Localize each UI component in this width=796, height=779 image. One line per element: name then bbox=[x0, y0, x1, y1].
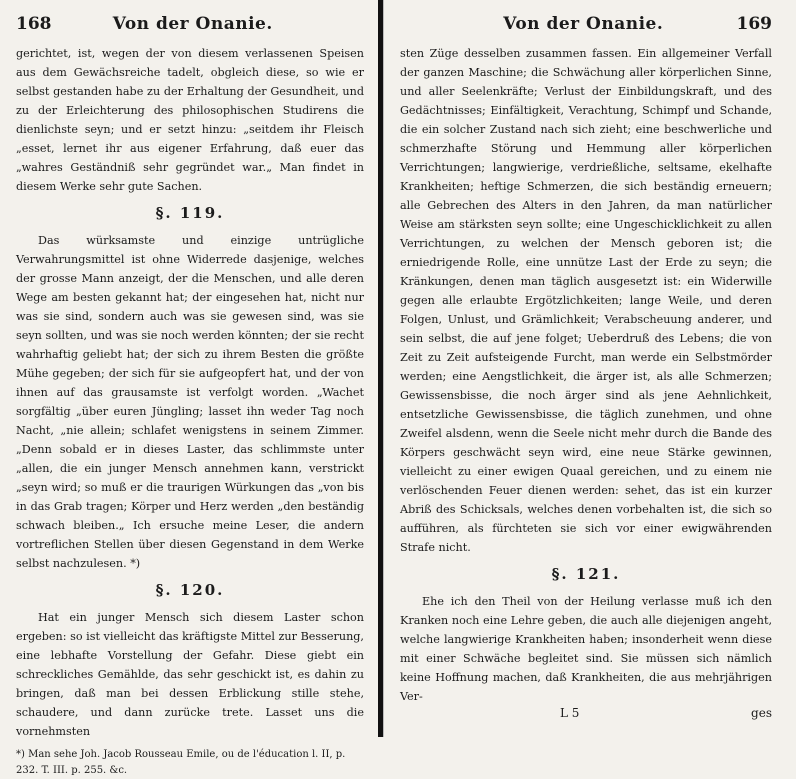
section-heading: §. 119. bbox=[155, 204, 225, 222]
left-page-header bbox=[16, 14, 364, 44]
section-heading: §. 120. bbox=[155, 581, 225, 599]
paragraph: Hat ein junger Mensch sich diesem Laster schon ergeben: so ist vielleicht das kräftigste Mittel zur Besserung, eine lebhafte Vorstellung der Gefahr. Diese giebt ein schreckliches Gemählde, das sehr geschickt ist, es dahin zu bringen, daß man bei dessen Erblickung stille stehe, schaudere, und dann zurücke trete. Lasset uns die vornehmsten bbox=[16, 611, 364, 738]
paragraph: sten Züge desselben zusammen fassen. Ein allgemeiner Verfall der ganzen Maschine; die Schwächung aller körperlichen Sinne, und aller Seelenkräfte; Verlust der Einbildungskraft, und des Gedächtnisses; Einfältigkeit, Verachtung, Schimpf und Schande, die ein solcher Zustand nach sich zieht; eine beschwerliche und schmerzhafte Störung und Hemmung aller körperlichen Verrichtungen; langwierige, verdrießliche, seltsame, ekelhafte Krankheiten; heftige Schmerzen, die sich beständig erneuern; alle Gebrechen des Alters in den Jahren, da man natürlicher Weise am stärksten seyn sollte; eine Ungeschicklichkeit zu allen Verrichtungen, zu welchen der Mensch geboren ist; die erniedrigende Rolle, eine unnütze Last der Erde zu seyn; die Kränkungen, denen man täglich ausgesetzt ist: ein Widerwille gegen alle erlaubte Ergötzlichkeiten; lange Weile, und deren Folgen, Unlust, und Grämlichkeit; Verabscheuung anderer, und sein selbst, die auf jene folget; Ueberdruß des Lebens; die von Zeit zu Zeit aufsteigende Furcht, man werde ein Selbstmörder werden; eine Aengstlichkeit, die ärger ist, als alle Schmerzen; Gewissensbisse, die noch ärger sind als jene Aehnlichkeit, entsetzliche Gewissensbisse, die täglich zunehmen, und ohne Zweifel alsdenn, wenn die Seele nicht mehr durch die Bande des Körpers geschwächt seyn wird, eine neue Stärke gewinnen, vielleicht zu einer ewigen Quaal gereichen, und zu einem nie verlöschenden Feuer dienen werden: sehet, das ist ein kurzer Abriß des Schicksals, welches denen vorbehalten ist, die sich so aufführen, als fürchteten sie sich vor einer ewigwährenden Strafe nicht. bbox=[400, 47, 772, 554]
right-page-body bbox=[400, 44, 772, 723]
footnote: *) Man sehe Joh. Jacob Rousseau Emile, ou de l'éducation l. II, p. 232. T. III. p. 255. &c. bbox=[16, 749, 346, 776]
catchword: ges bbox=[751, 706, 772, 720]
right-page bbox=[384, 0, 796, 737]
page-number: 168 bbox=[16, 14, 52, 34]
right-page-header bbox=[400, 14, 772, 44]
paragraph: Das würksamste und einzige untrügliche Verwahrungsmittel ist ohne Widerrede dasjenige, welches der grosse Mann anzeigt, der die Menschen, und alle deren Wege am besten gekannt hat; der eingesehen hat, nicht nur was sie sind, sondern auch was sie gewesen sind, was sie seyn sollten, und was sie noch werden könnten; der sie recht wahrhaftig geliebt hat; der sich zu ihrem Besten die größte Mühe gegeben; der sich für sie aufgeopfert hat, und der von ihnen auf das grausamste ist verfolgt worden. „Wachet sorgfältig „über euren Jüngling; lasset ihn weder Tag noch Nacht, „nie allein; schlafet wenigstens in seinem Zimmer. „Denn sobald er in dieses Laster, das schlimmste unter „allen, die ein junger Mensch annehmen kann, verstrickt „seyn wird; so muß er die traurigen Würkungen das „von bis in das Grab tragen; Körper und Herz werden „den beständig schwach bleiben.„ Ich ersuche meine Leser, die andern vortreflichen Stellen über diesen Gegenstand in dem Werke selbst nachzulesen. *) bbox=[16, 234, 364, 570]
section-heading: §. 121. bbox=[551, 565, 621, 583]
page-number: 169 bbox=[736, 14, 772, 34]
running-head: Von der Onanie. bbox=[503, 14, 664, 34]
left-page bbox=[0, 0, 378, 776]
paragraph: Ehe ich den Theil von der Heilung verlasse muß ich den Kranken noch eine Lehre geben, die auch alle diejenigen angeht, welche langwierige Krankheiten haben; insonderheit wenn diese mit einer Schwäche begleitet sind. Sie müssen sich nämlich keine Hoffnung machen, daß Krankheiten, die aus mehrjährigen Ver- bbox=[400, 595, 772, 703]
signature-line bbox=[400, 704, 772, 723]
running-head: Von der Onanie. bbox=[112, 14, 273, 34]
signature-mark: L 5 bbox=[560, 706, 580, 720]
paragraph: gerichtet, ist, wegen der von diesem verlassenen Speisen aus dem Gewächsreiche tadelt, obgleich diese, so wie er selbst gestanden habe zu der Erhaltung der Gesundheit, und zu der Erleichterung des philosophischen Studirens die dienlichste seyn; und er setzt hinzu: „seitdem ihr Fleisch „esset, lernet ihr aus eigener Erfahrung, daß euer das „wahres Geständniß sehr gegründet war.„ Man findet in diesem Werke sehr gute Sachen. bbox=[16, 47, 364, 193]
left-page-body bbox=[16, 44, 364, 779]
